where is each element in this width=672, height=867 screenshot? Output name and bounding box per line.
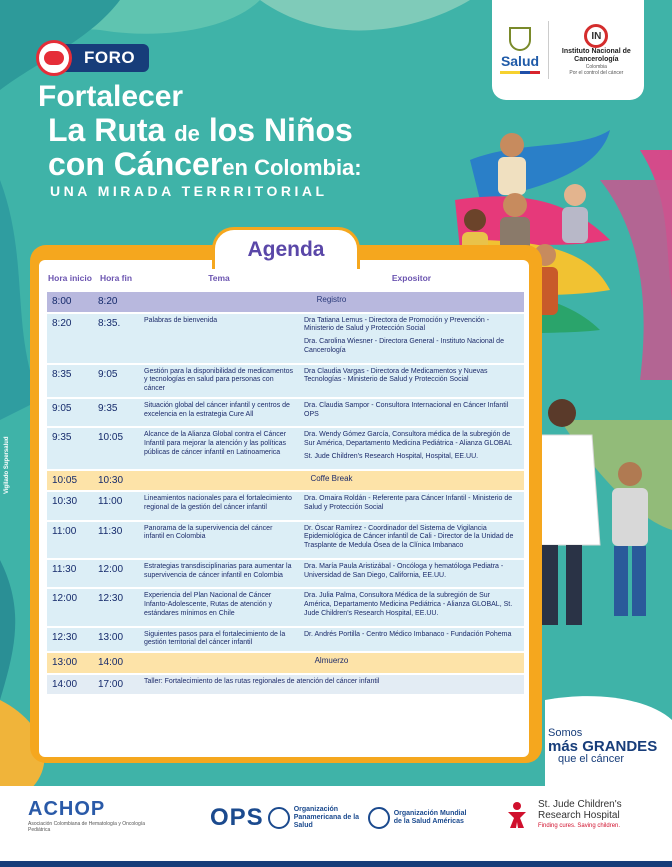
agenda-row	[47, 675, 524, 695]
row-end-time: 14:00	[93, 653, 139, 673]
achop-name: ACHOP	[28, 798, 106, 820]
row-start-time: 11:00	[47, 522, 93, 558]
col-topic: Tema	[208, 272, 230, 283]
row-topic: Situación global del cáncer infantil y centros de excelencia en la estrategia Cure All	[139, 399, 299, 427]
ops-acronym: OPS	[210, 804, 264, 831]
row-end-time: 13:00	[93, 628, 139, 652]
agenda-rows	[47, 292, 524, 694]
agenda-heading: Agenda	[247, 237, 325, 261]
inc-country: Colombia	[585, 63, 607, 70]
speaker-entry: Dra. Claudia Sampor - Consultora Internacional en Cáncer Infantil OPS	[304, 401, 509, 418]
logo-divider	[548, 21, 549, 79]
child-figure-icon	[502, 800, 532, 830]
row-start-time: 12:00	[47, 589, 93, 625]
agenda-row	[47, 492, 524, 520]
agenda-header-row	[47, 266, 524, 290]
speaker-entry: Dra. Carolina Wiesner - Directora General - Instituto Nacional de Cancerología	[304, 338, 504, 354]
achop-logo	[28, 798, 158, 833]
row-topic: Palabras de bienvenida	[139, 314, 299, 363]
row-start-time: 12:30	[47, 628, 93, 652]
row-speakers	[299, 492, 524, 520]
inc-logo	[557, 24, 636, 75]
salud-text: Salud	[500, 52, 540, 69]
row-end-time: 12:30	[93, 589, 139, 625]
row-start-time: 13:00	[47, 653, 93, 673]
row-end-time: 11:30	[93, 522, 139, 558]
row-start-time: 14:00	[47, 675, 93, 695]
achop-subtitle: Asociación Colombiana de Hematología y Oncología Pediátrica	[28, 821, 146, 833]
row-speakers	[299, 365, 524, 397]
title-line-3	[48, 148, 362, 180]
row-end-time: 11:00	[93, 492, 139, 520]
speaker-entry: Dra Tatiana Lemus - Directora de Promoción y Prevención - Ministerio de Salud y Protección Social	[304, 316, 490, 333]
slogan-line-1: Somos	[548, 727, 583, 739]
agenda-heading-tab	[212, 227, 360, 269]
row-session-label: Almuerzo	[139, 653, 524, 673]
row-session-label: Registro	[139, 292, 524, 312]
agenda-row	[47, 365, 524, 397]
speaker-entry: Dra. Julia Palma, Consultora Médica de la subregión de Sur América, Departamento Medicina Pediátrica - Alianza GLOBAL, St. Jude Children's Research Hospital, EE.UU.	[304, 592, 513, 617]
agenda-row	[47, 560, 524, 588]
vigilado-seal	[4, 424, 28, 514]
page-title	[38, 82, 362, 198]
flag-stripe	[500, 71, 540, 74]
row-end-time: 17:00	[93, 675, 139, 695]
speaker-entry: Dra Claudia Vargas - Directora de Medicamentos y Nuevas Tecnologías - Ministerio de Salud y Protección Social	[304, 367, 488, 384]
agenda-row	[47, 292, 524, 312]
row-speakers	[299, 522, 524, 558]
title-line-3b: en Colombia:	[222, 155, 362, 180]
row-start-time: 10:30	[47, 492, 93, 520]
row-start-time: 8:20	[47, 314, 93, 363]
speaker-entry: Dra. Omaira Roldán - Referente para Cáncer Infantil - Ministerio de Salud y Protección Social	[304, 495, 513, 511]
stjude-text	[538, 800, 648, 829]
row-topic: Gestión para la disponibilidad de medicamentos y tecnologías en salud para personas con cáncer	[139, 365, 299, 397]
speaker-entry: Dra. Wendy Gómez García, Consultora médica de la subregión de Sur América, Departamento Medicina Pediátrica - Alianza GLOBAL	[304, 431, 513, 447]
slogan-line-2: más GRANDES	[548, 738, 658, 755]
agenda-row	[47, 589, 524, 625]
inc-slogan: Por el control del cáncer	[569, 69, 624, 76]
row-end-time: 9:35	[93, 399, 139, 427]
agenda-row	[47, 314, 524, 363]
speaker-entry: Dr. Andrés Portilla - Centro Médico Imbanaco - Fundación Pohema	[304, 630, 512, 638]
agenda-table	[47, 264, 524, 696]
row-start-time: 8:00	[47, 292, 93, 312]
speaker-entry: St. Jude Children's Research Hospital, Hospital, EE.UU.	[304, 452, 479, 460]
row-start-time: 11:30	[47, 560, 93, 588]
row-session-label: Taller: Fortalecimiento de las rutas regionales de atención del cáncer infantil	[139, 675, 524, 695]
slogan-line-3: que el cáncer	[558, 753, 625, 765]
row-topic: Siguientes pasos para el fortalecimiento de la gestión territorial del cáncer infantil	[139, 628, 299, 652]
row-session-label: Coffe Break	[139, 471, 524, 491]
row-start-time: 10:05	[47, 471, 93, 491]
agenda-row	[47, 522, 524, 558]
col-end: Hora fin	[99, 272, 133, 283]
row-speakers	[299, 560, 524, 588]
ops-org-1: Organización Panamericana de la Salud	[293, 806, 360, 829]
row-start-time: 9:35	[47, 428, 93, 468]
row-topic: Panorama de la supervivencia del cáncer infantil en Colombia	[139, 522, 299, 558]
vigilado-text: Vigilado Supersalud	[4, 436, 10, 494]
row-start-time: 9:05	[47, 399, 93, 427]
sponsor-logos	[492, 0, 644, 100]
row-speakers	[299, 428, 524, 468]
child-photo	[600, 460, 660, 630]
row-speakers	[299, 589, 524, 625]
row-topic: Lineamientos nacionales para el fortalecimiento regional de la gestión del cáncer infantil	[139, 492, 299, 520]
salud-logo	[500, 27, 540, 74]
campaign-slogan	[548, 728, 657, 765]
chat-bubbles-icon	[36, 40, 72, 76]
row-speakers	[299, 628, 524, 652]
row-end-time: 8:20	[93, 292, 139, 312]
coat-of-arms-icon	[509, 27, 531, 51]
title-line-1: Fortalecer	[38, 80, 184, 113]
agenda-row	[47, 628, 524, 652]
inc-title: Instituto Nacional de Cancerología	[561, 48, 631, 63]
row-topic: Alcance de la Alianza Global contra el Cáncer Infantil para mejorar la atención y las políticas públicas de cáncer infantil en Latinoamerica	[139, 428, 299, 468]
stjude-tagline: Finding cures. Saving children.	[538, 823, 621, 830]
row-topic: Experiencia del Plan Nacional de Cáncer Infanto-Adolescente, Rutas de atención y estándares mínimos en Chile	[139, 589, 299, 625]
row-end-time: 10:05	[93, 428, 139, 468]
speaker-entry: Dr. Óscar Ramírez - Coordinador del Sistema de Vigilancia Epidemiológica de Cáncer infantil de Cali - Director de la Unidad de Trasplante de Medula Ósea de la Clínica Imbanaco	[304, 524, 514, 549]
ops-region: Américas	[432, 818, 464, 825]
row-end-time: 12:00	[93, 560, 139, 588]
row-end-time: 8:35.	[93, 314, 139, 363]
subtitle: UNA MIRADA TERRRITORIAL	[50, 183, 328, 199]
inc-emblem-icon: IN	[584, 24, 608, 48]
title-line-2a: La Ruta	[48, 112, 175, 148]
title-line-3a: con Cáncer	[48, 146, 223, 182]
title-line-2c: los Niños	[199, 112, 353, 148]
row-end-time: 9:05	[93, 365, 139, 397]
foro-badge	[36, 40, 149, 76]
row-topic: Estrategias transdisciplinarias para aumentar la supervivencia de cáncer infantil en Colombia	[139, 560, 299, 588]
agenda-row	[47, 428, 524, 468]
agenda-row	[47, 653, 524, 673]
stjude-name: St. Jude Children's Research Hospital	[538, 799, 622, 821]
row-speakers	[299, 314, 524, 363]
col-speaker: Expositor	[391, 272, 432, 283]
ops-logo	[210, 804, 474, 832]
row-start-time: 8:35	[47, 365, 93, 397]
globe-icon	[268, 807, 290, 829]
speaker-entry: Dra. María Paula Aristizábal - Oncóloga y hematóloga Pediatra - Universidad de San Diego, California, EE.UU.	[304, 562, 504, 579]
footer	[0, 786, 672, 867]
col-start: Hora inicio	[48, 272, 92, 283]
row-speakers	[299, 399, 524, 427]
foro-label: FORO	[44, 44, 149, 72]
row-end-time: 10:30	[93, 471, 139, 491]
title-line-2	[48, 114, 362, 146]
ops-org-2-wrap	[394, 810, 474, 825]
footer-stripe	[0, 861, 672, 867]
ops-org-2: Organización Mundial de la Salud	[393, 810, 467, 825]
agenda-row	[47, 471, 524, 491]
who-emblem-icon	[368, 807, 390, 829]
agenda-row	[47, 399, 524, 427]
title-line-2b: de	[174, 121, 200, 146]
stjude-logo	[502, 800, 648, 830]
